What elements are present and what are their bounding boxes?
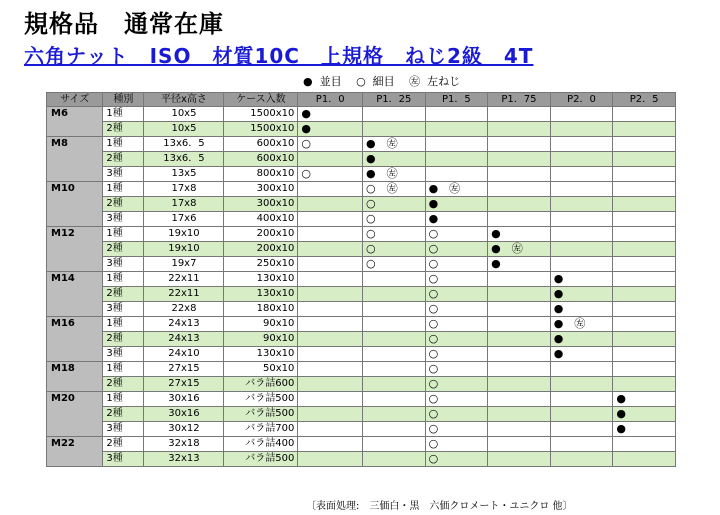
- pitch-cell: [613, 137, 676, 152]
- type-cell: 1種: [103, 362, 144, 377]
- pitch-cell: [613, 317, 676, 332]
- symbol-legend: ● 並目 ○ 細目 ㊧ 左ねじ: [303, 75, 461, 88]
- case-quantity-cell: 130x10: [224, 272, 298, 287]
- pitch-cell: [613, 227, 676, 242]
- pitch-cell: ●: [425, 212, 488, 227]
- table-row: [47, 452, 676, 467]
- type-cell: 3種: [103, 167, 144, 182]
- case-quantity-cell: バラ詰700: [224, 422, 298, 437]
- pitch-cell: [613, 182, 676, 197]
- pitch-cell: ○: [363, 197, 426, 212]
- pitch-cell: [488, 437, 551, 452]
- dimension-cell: 30x12: [144, 422, 224, 437]
- table-row: [47, 317, 676, 332]
- pitch-cell: [363, 272, 426, 287]
- pitch-cell: ●: [363, 152, 426, 167]
- table-row: [47, 407, 676, 422]
- pitch-cell: [550, 137, 613, 152]
- header-row: [47, 93, 676, 107]
- case-quantity-cell: 600x10: [224, 137, 298, 152]
- type-cell: 2種: [103, 407, 144, 422]
- pitch-cell: [363, 107, 426, 122]
- pitch-cell: [425, 137, 488, 152]
- page-subtitle: 六角ナット ISO 材質10C 上規格 ねじ2級 4T: [24, 44, 534, 68]
- type-cell: 2種: [103, 242, 144, 257]
- table-row: [47, 167, 676, 182]
- pitch-cell: [488, 137, 551, 152]
- pitch-cell: [298, 227, 363, 242]
- column-header: サイズ: [47, 93, 103, 107]
- pitch-cell: [488, 452, 551, 467]
- pitch-cell: [613, 122, 676, 137]
- size-cell: M14: [47, 272, 103, 317]
- case-quantity-cell: 200x10: [224, 227, 298, 242]
- pitch-cell: [298, 242, 363, 257]
- pitch-cell: [488, 152, 551, 167]
- pitch-cell: [613, 197, 676, 212]
- table-row: [47, 377, 676, 392]
- pitch-cell: [488, 362, 551, 377]
- pitch-cell: [550, 182, 613, 197]
- table-row: [47, 257, 676, 272]
- pitch-cell: ●: [550, 347, 613, 362]
- type-cell: 1種: [103, 182, 144, 197]
- pitch-cell: [550, 167, 613, 182]
- pitch-cell: [298, 257, 363, 272]
- case-quantity-cell: 90x10: [224, 317, 298, 332]
- case-quantity-cell: バラ詰400: [224, 437, 298, 452]
- case-quantity-cell: 300x10: [224, 197, 298, 212]
- pitch-cell: [550, 122, 613, 137]
- pitch-cell: ●: [613, 392, 676, 407]
- size-cell: M16: [47, 317, 103, 362]
- table-row: [47, 137, 676, 152]
- pitch-cell: [550, 377, 613, 392]
- pitch-cell: [298, 332, 363, 347]
- pitch-cell: ○: [425, 392, 488, 407]
- pitch-cell: [613, 332, 676, 347]
- dimension-cell: 17x8: [144, 182, 224, 197]
- pitch-cell: [613, 437, 676, 452]
- pitch-cell: [298, 197, 363, 212]
- case-quantity-cell: 300x10: [224, 182, 298, 197]
- case-quantity-cell: 200x10: [224, 242, 298, 257]
- pitch-cell: ●: [488, 257, 551, 272]
- dimension-cell: 17x8: [144, 197, 224, 212]
- pitch-cell: [613, 107, 676, 122]
- pitch-cell: ●: [298, 122, 363, 137]
- type-cell: 3種: [103, 452, 144, 467]
- pitch-cell: ○: [298, 167, 363, 182]
- table-row: [47, 422, 676, 437]
- pitch-cell: ●: [488, 227, 551, 242]
- pitch-cell: [298, 422, 363, 437]
- pitch-cell: ●: [613, 407, 676, 422]
- pitch-cell: [488, 167, 551, 182]
- pitch-cell: [488, 377, 551, 392]
- table-row: [47, 107, 676, 122]
- pitch-cell: [488, 212, 551, 227]
- table-row: [47, 347, 676, 362]
- pitch-cell: [425, 167, 488, 182]
- pitch-cell: ●: [613, 422, 676, 437]
- dimension-cell: 19x7: [144, 257, 224, 272]
- pitch-cell: [488, 197, 551, 212]
- pitch-cell: [488, 287, 551, 302]
- table-row: [47, 242, 676, 257]
- type-cell: 3種: [103, 257, 144, 272]
- pitch-cell: [298, 287, 363, 302]
- type-cell: 3種: [103, 422, 144, 437]
- table-row: [47, 362, 676, 377]
- case-quantity-cell: 50x10: [224, 362, 298, 377]
- dimension-cell: 13x6．5: [144, 137, 224, 152]
- pitch-cell: ○: [425, 422, 488, 437]
- pitch-cell: [550, 257, 613, 272]
- dimension-cell: 10x5: [144, 122, 224, 137]
- dimension-cell: 19x10: [144, 242, 224, 257]
- pitch-cell: [425, 152, 488, 167]
- table-body: [47, 107, 676, 467]
- pitch-cell: [425, 107, 488, 122]
- table-row: [47, 392, 676, 407]
- type-cell: 2種: [103, 332, 144, 347]
- pitch-cell: [298, 392, 363, 407]
- pitch-cell: [550, 407, 613, 422]
- pitch-cell: ● ㊧: [363, 137, 426, 152]
- pitch-cell: [363, 122, 426, 137]
- pitch-cell: [298, 377, 363, 392]
- dimension-cell: 22x8: [144, 302, 224, 317]
- table-row: [47, 197, 676, 212]
- pitch-cell: [298, 452, 363, 467]
- pitch-cell: [298, 362, 363, 377]
- dimension-cell: 27x15: [144, 377, 224, 392]
- pitch-cell: [613, 377, 676, 392]
- pitch-cell: ○: [363, 227, 426, 242]
- column-header: P1．75: [488, 93, 551, 107]
- pitch-cell: [363, 362, 426, 377]
- dimension-cell: 24x10: [144, 347, 224, 362]
- table-row: [47, 302, 676, 317]
- pitch-cell: [298, 152, 363, 167]
- page-title: 規格品 通常在庫: [24, 10, 224, 38]
- pitch-cell: ○: [425, 227, 488, 242]
- pitch-cell: [613, 242, 676, 257]
- dimension-cell: 13x5: [144, 167, 224, 182]
- table-row: [47, 272, 676, 287]
- dimension-cell: 24x13: [144, 317, 224, 332]
- pitch-cell: [363, 392, 426, 407]
- pitch-cell: [298, 347, 363, 362]
- pitch-cell: ○: [425, 347, 488, 362]
- pitch-cell: [425, 122, 488, 137]
- dimension-cell: 30x16: [144, 407, 224, 422]
- pitch-cell: [613, 287, 676, 302]
- table-row: [47, 287, 676, 302]
- stock-table: [46, 92, 676, 467]
- pitch-cell: ○: [425, 362, 488, 377]
- table-row: [47, 332, 676, 347]
- case-quantity-cell: バラ詰500: [224, 452, 298, 467]
- type-cell: 3種: [103, 347, 144, 362]
- pitch-cell: ○ ㊧: [363, 182, 426, 197]
- size-cell: M6: [47, 107, 103, 137]
- pitch-cell: [488, 272, 551, 287]
- case-quantity-cell: 1500x10: [224, 107, 298, 122]
- case-quantity-cell: 90x10: [224, 332, 298, 347]
- pitch-cell: [550, 452, 613, 467]
- pitch-cell: [550, 197, 613, 212]
- pitch-cell: ● ㊧: [363, 167, 426, 182]
- column-header: 種別: [103, 93, 144, 107]
- pitch-cell: ○: [363, 242, 426, 257]
- pitch-cell: ○: [425, 242, 488, 257]
- case-quantity-cell: 250x10: [224, 257, 298, 272]
- pitch-cell: [613, 257, 676, 272]
- pitch-cell: ●: [298, 107, 363, 122]
- pitch-cell: [298, 437, 363, 452]
- pitch-cell: ● ㊧: [488, 242, 551, 257]
- pitch-cell: [488, 347, 551, 362]
- table-row: [47, 437, 676, 452]
- column-header: P1．25: [363, 93, 426, 107]
- pitch-cell: [363, 332, 426, 347]
- table-row: [47, 122, 676, 137]
- pitch-cell: [363, 452, 426, 467]
- pitch-cell: ○: [425, 437, 488, 452]
- pitch-cell: ○: [425, 287, 488, 302]
- type-cell: 2種: [103, 287, 144, 302]
- pitch-cell: ○: [298, 137, 363, 152]
- surface-treatment-note: 〔表面処理: 三価白・黒 六価クロメート・ユニクロ 他〕: [306, 501, 573, 512]
- pitch-cell: [488, 122, 551, 137]
- pitch-cell: [613, 167, 676, 182]
- pitch-cell: ○: [425, 377, 488, 392]
- size-cell: M22: [47, 437, 103, 467]
- case-quantity-cell: 600x10: [224, 152, 298, 167]
- pitch-cell: [363, 302, 426, 317]
- case-quantity-cell: バラ詰600: [224, 377, 298, 392]
- column-header: P1．5: [425, 93, 488, 107]
- pitch-cell: ○: [425, 257, 488, 272]
- column-header: 平径x高さ: [144, 93, 224, 107]
- pitch-cell: [363, 287, 426, 302]
- pitch-cell: ●: [550, 332, 613, 347]
- pitch-cell: ●: [550, 287, 613, 302]
- case-quantity-cell: バラ詰500: [224, 392, 298, 407]
- dimension-cell: 27x15: [144, 362, 224, 377]
- dimension-cell: 10x5: [144, 107, 224, 122]
- pitch-cell: [363, 437, 426, 452]
- size-cell: M18: [47, 362, 103, 392]
- pitch-cell: [298, 407, 363, 422]
- dimension-cell: 22x11: [144, 272, 224, 287]
- pitch-cell: [488, 332, 551, 347]
- pitch-cell: [613, 302, 676, 317]
- pitch-cell: [488, 392, 551, 407]
- pitch-cell: ○: [425, 272, 488, 287]
- pitch-cell: [613, 152, 676, 167]
- case-quantity-cell: 1500x10: [224, 122, 298, 137]
- pitch-cell: [550, 362, 613, 377]
- type-cell: 1種: [103, 227, 144, 242]
- pitch-cell: ○: [425, 317, 488, 332]
- case-quantity-cell: 130x10: [224, 287, 298, 302]
- pitch-cell: ○: [425, 452, 488, 467]
- table-row: [47, 152, 676, 167]
- pitch-cell: ● ㊧: [425, 182, 488, 197]
- pitch-cell: [298, 182, 363, 197]
- column-header: P2．0: [550, 93, 613, 107]
- dimension-cell: 24x13: [144, 332, 224, 347]
- dimension-cell: 13x6．5: [144, 152, 224, 167]
- pitch-cell: [550, 107, 613, 122]
- type-cell: 3種: [103, 302, 144, 317]
- pitch-cell: [363, 407, 426, 422]
- size-cell: M8: [47, 137, 103, 182]
- case-quantity-cell: 800x10: [224, 167, 298, 182]
- pitch-cell: [298, 317, 363, 332]
- pitch-cell: [613, 452, 676, 467]
- pitch-cell: ●: [550, 302, 613, 317]
- type-cell: 2種: [103, 197, 144, 212]
- pitch-cell: [550, 392, 613, 407]
- pitch-cell: [363, 377, 426, 392]
- column-header: ケース入数: [224, 93, 298, 107]
- pitch-cell: [550, 227, 613, 242]
- dimension-cell: 19x10: [144, 227, 224, 242]
- case-quantity-cell: 130x10: [224, 347, 298, 362]
- table-row: [47, 212, 676, 227]
- pitch-cell: [613, 212, 676, 227]
- pitch-cell: [488, 107, 551, 122]
- pitch-cell: [550, 152, 613, 167]
- dimension-cell: 17x6: [144, 212, 224, 227]
- pitch-cell: ●: [550, 272, 613, 287]
- pitch-cell: [363, 317, 426, 332]
- pitch-cell: [363, 347, 426, 362]
- dimension-cell: 32x13: [144, 452, 224, 467]
- pitch-cell: ○: [363, 257, 426, 272]
- pitch-cell: ● ㊧: [550, 317, 613, 332]
- pitch-cell: [488, 302, 551, 317]
- type-cell: 1種: [103, 107, 144, 122]
- table-row: [47, 182, 676, 197]
- type-cell: 1種: [103, 317, 144, 332]
- case-quantity-cell: 180x10: [224, 302, 298, 317]
- pitch-cell: ○: [425, 302, 488, 317]
- dimension-cell: 22x11: [144, 287, 224, 302]
- pitch-cell: [550, 242, 613, 257]
- type-cell: 2種: [103, 122, 144, 137]
- dimension-cell: 30x16: [144, 392, 224, 407]
- type-cell: 2種: [103, 152, 144, 167]
- pitch-cell: [488, 317, 551, 332]
- column-header: P1．0: [298, 93, 363, 107]
- pitch-cell: [488, 182, 551, 197]
- pitch-cell: [550, 422, 613, 437]
- dimension-cell: 32x18: [144, 437, 224, 452]
- pitch-cell: [488, 407, 551, 422]
- pitch-cell: [363, 422, 426, 437]
- pitch-cell: ●: [425, 197, 488, 212]
- size-cell: M20: [47, 392, 103, 437]
- case-quantity-cell: 400x10: [224, 212, 298, 227]
- pitch-cell: [550, 212, 613, 227]
- pitch-cell: [298, 302, 363, 317]
- pitch-cell: [550, 437, 613, 452]
- type-cell: 1種: [103, 392, 144, 407]
- pitch-cell: ○: [363, 212, 426, 227]
- type-cell: 3種: [103, 212, 144, 227]
- type-cell: 1種: [103, 137, 144, 152]
- size-cell: M10: [47, 182, 103, 227]
- pitch-cell: ○: [425, 332, 488, 347]
- type-cell: 2種: [103, 377, 144, 392]
- pitch-cell: [298, 212, 363, 227]
- pitch-cell: [613, 347, 676, 362]
- size-cell: M12: [47, 227, 103, 272]
- case-quantity-cell: バラ詰500: [224, 407, 298, 422]
- pitch-cell: [488, 422, 551, 437]
- column-header: P2．5: [613, 93, 676, 107]
- pitch-cell: [298, 272, 363, 287]
- pitch-cell: [613, 362, 676, 377]
- pitch-cell: ○: [425, 407, 488, 422]
- type-cell: 2種: [103, 437, 144, 452]
- type-cell: 1種: [103, 272, 144, 287]
- pitch-cell: [613, 272, 676, 287]
- table-row: [47, 227, 676, 242]
